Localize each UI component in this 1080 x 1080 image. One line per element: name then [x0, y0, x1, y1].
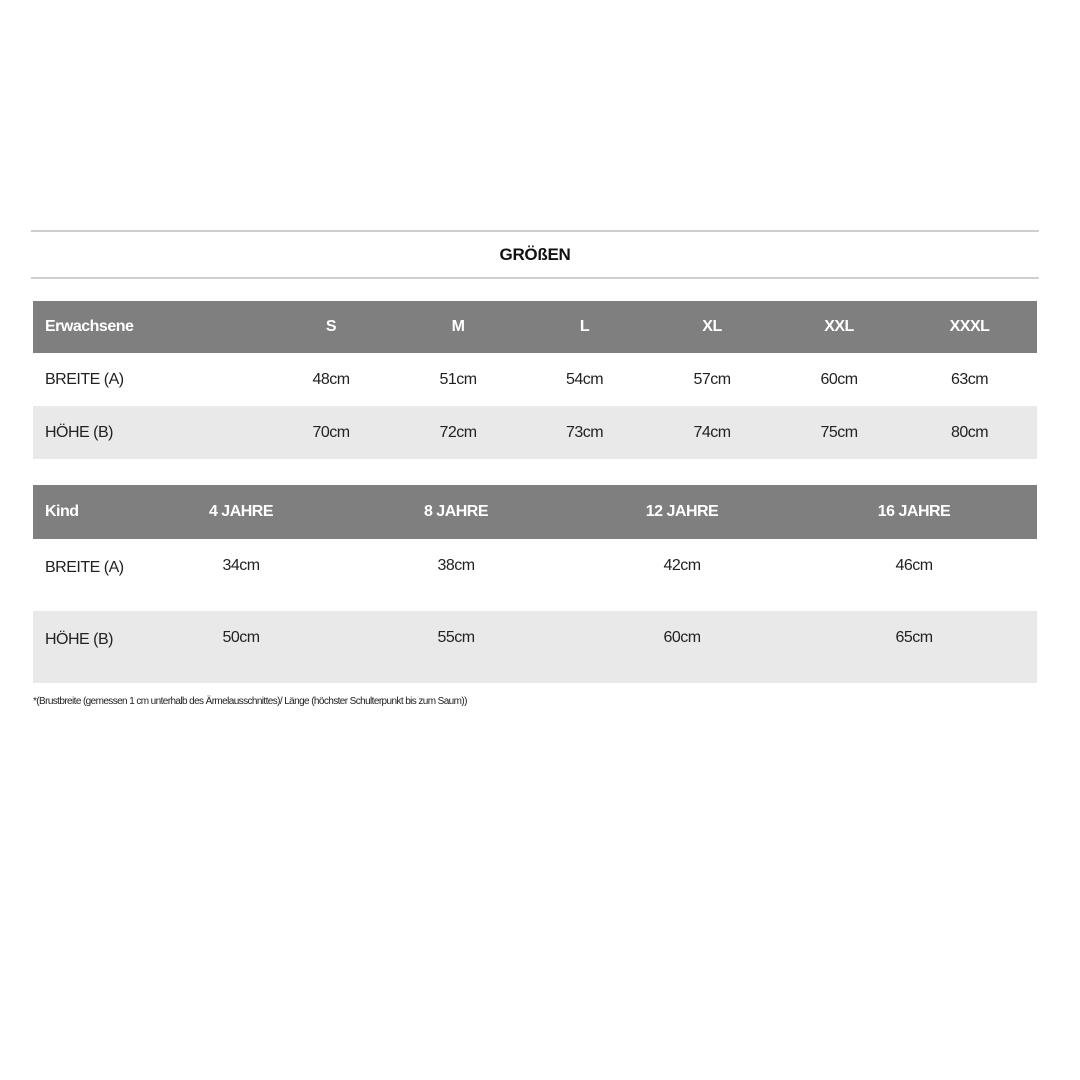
table-cell: 65cm: [895, 629, 933, 646]
table-cell: 80cm: [950, 423, 989, 441]
adult-row-height: [33, 406, 1037, 459]
table-cell: 50cm: [222, 629, 260, 646]
table-cell: 38cm: [437, 557, 475, 574]
adult-row-width: [33, 353, 1037, 406]
table-cell: 74cm: [693, 423, 731, 441]
child-header-age-16: 16 JAHRE: [877, 503, 951, 520]
child-size-table: [33, 485, 1037, 683]
adult-header-label: Erwachsene: [45, 318, 134, 335]
measurement-footnote: *(Brustbreite (gemessen 1 cm unterhalb des Ärmelausschnittes)/ Länge (höchster Schulterpunkt bis zum Saum)): [33, 696, 467, 707]
child-header-label: Kind: [45, 503, 79, 520]
table-cell: 70cm: [312, 423, 350, 441]
row-label: BREITE (A): [45, 370, 124, 388]
table-cell: 34cm: [222, 557, 260, 574]
table-cell: 73cm: [565, 423, 604, 441]
size-chart-title-band: [31, 230, 1039, 279]
table-cell: 60cm: [663, 629, 701, 646]
row-label: HÖHE (B): [45, 423, 113, 441]
adult-header-size-xxxl: XXXL: [949, 318, 990, 335]
child-header-age-8: 8 JAHRE: [423, 503, 489, 520]
child-header-row: [33, 485, 1037, 539]
adult-size-table: [33, 301, 1037, 459]
adult-header-size-xxl: XXL: [824, 318, 854, 335]
adult-header-size-s: S: [325, 318, 337, 335]
table-cell: 55cm: [437, 629, 475, 646]
table-cell: 75cm: [820, 423, 858, 441]
table-cell: 63cm: [950, 370, 989, 388]
adult-header-size-xl: XL: [702, 318, 722, 335]
table-cell: 46cm: [895, 557, 933, 574]
adult-header-size-l: L: [579, 318, 590, 335]
adult-header-row: [33, 301, 1037, 353]
adult-header-size-m: M: [451, 318, 465, 335]
child-row-height: [33, 611, 1037, 683]
child-header-age-12: 12 JAHRE: [645, 503, 719, 520]
table-cell: 72cm: [439, 423, 477, 441]
table-cell: 48cm: [312, 370, 350, 388]
table-cell: 51cm: [439, 370, 477, 388]
child-row-width: [33, 539, 1037, 611]
row-label: HÖHE (B): [45, 631, 113, 648]
table-cell: 54cm: [565, 370, 604, 388]
row-label: BREITE (A): [45, 559, 124, 576]
table-cell: 42cm: [663, 557, 701, 574]
size-chart-title: GRÖßEN: [499, 244, 571, 264]
child-header-age-4: 4 JAHRE: [208, 503, 274, 520]
table-cell: 60cm: [820, 370, 858, 388]
table-cell: 57cm: [693, 370, 731, 388]
